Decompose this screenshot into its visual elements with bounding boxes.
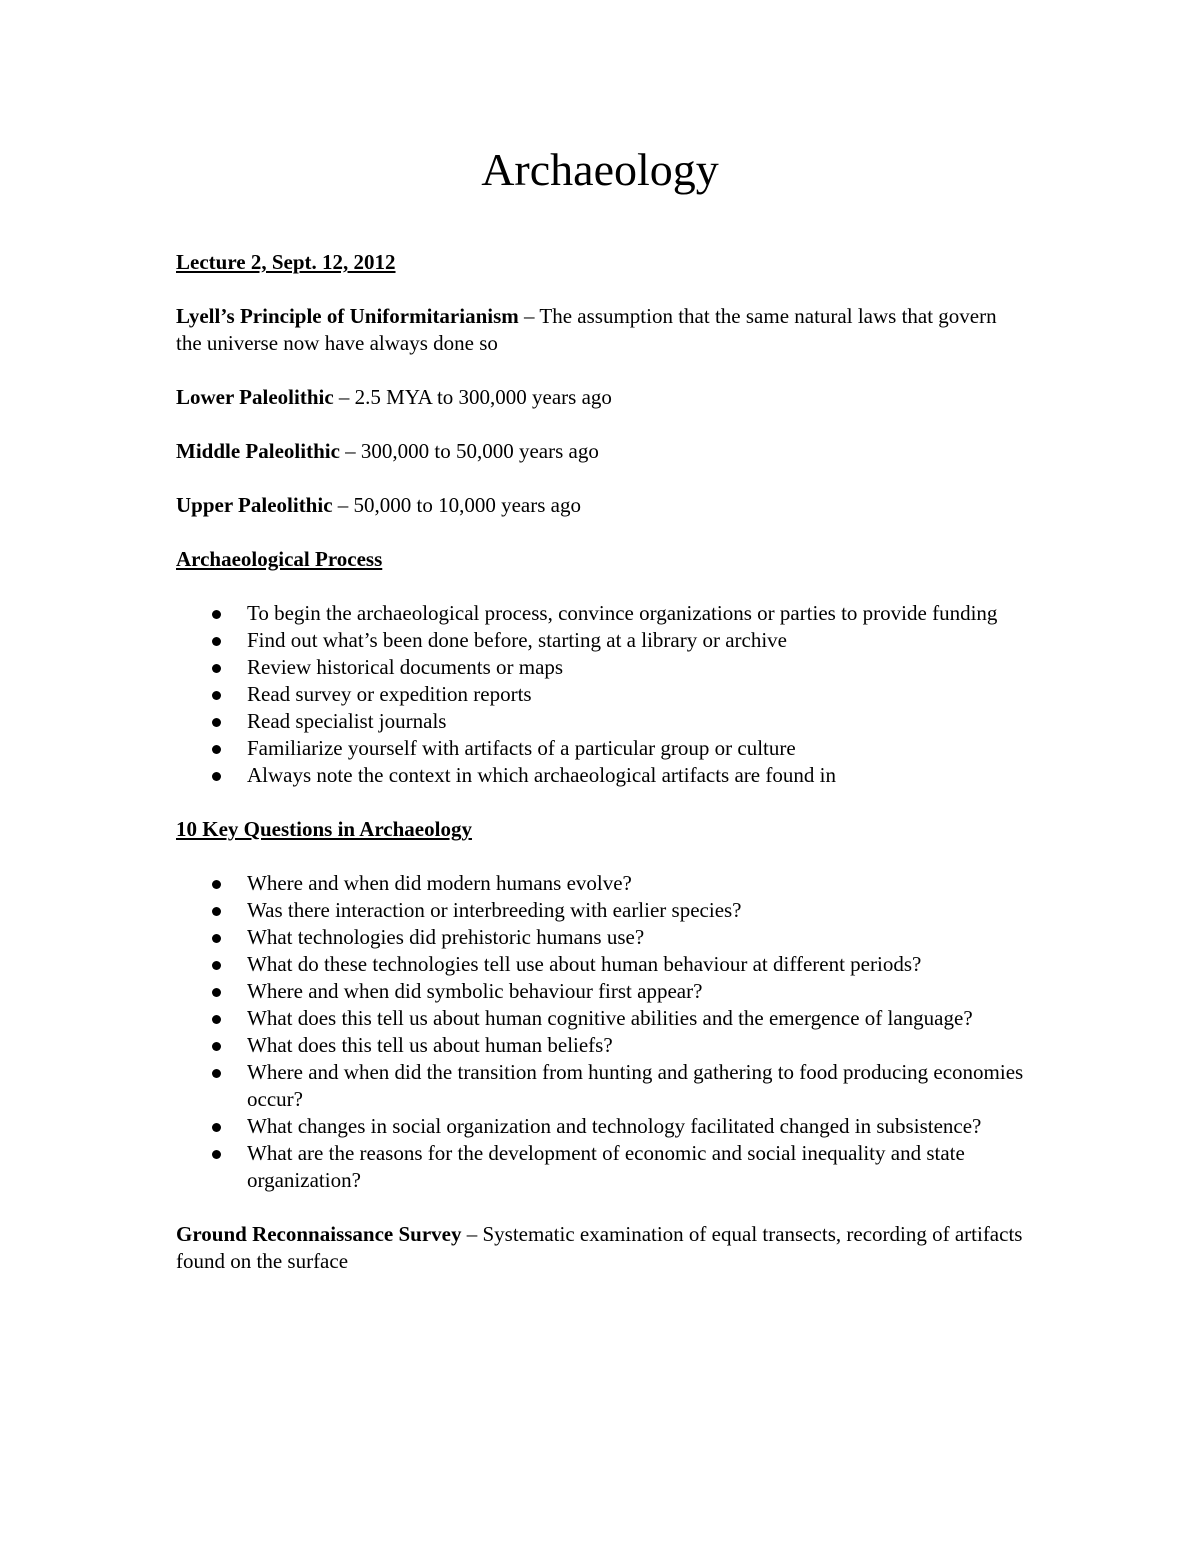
bullet-icon [212, 1150, 221, 1159]
definition-term: Lower Paleolithic [176, 385, 334, 409]
list-item-text: Was there interaction or interbreeding with earlier species? [247, 898, 742, 922]
list-item [176, 600, 1026, 627]
list-item [176, 951, 1026, 978]
document-body [176, 249, 1026, 1302]
list-item-text: Familiarize yourself with artifacts of a particular group or culture [247, 736, 796, 760]
lecture-heading: Lecture 2, Sept. 12, 2012 [176, 250, 396, 274]
list-item-text: What are the reasons for the development of economic and social inequality and state organization? [247, 1141, 965, 1192]
definition-lower-paleolithic [176, 384, 1026, 411]
bullet-icon [212, 637, 221, 646]
definition-separator: – [333, 385, 355, 409]
definition-text: Systematic examination of equal transects, recording of artifacts found on the surface [176, 1222, 1023, 1273]
bullet-icon [212, 907, 221, 916]
bullet-icon [212, 961, 221, 970]
definition-term: Ground Reconnaissance Survey [176, 1222, 462, 1246]
list-item [176, 654, 1026, 681]
list-item-text: Read survey or expedition reports [247, 682, 532, 706]
definition-term: Upper Paleolithic [176, 493, 333, 517]
bullet-icon [212, 1123, 221, 1132]
bullet-icon [212, 1042, 221, 1051]
bullet-icon [212, 691, 221, 700]
bullet-icon [212, 1015, 221, 1024]
definition-separator: – [518, 304, 540, 328]
list-item [176, 627, 1026, 654]
definition-uniformitarianism [176, 303, 1026, 357]
list-item-text: Where and when did the transition from hunting and gathering to food producing economies occur? [247, 1060, 1024, 1111]
list-item [176, 762, 1026, 789]
list-item [176, 1005, 1026, 1032]
list-item-text: Find out what’s been done before, starting at a library or archive [247, 628, 787, 652]
definition-ground-reconnaissance [176, 1221, 1026, 1275]
list-item-text: To begin the archaeological process, convince organizations or parties to provide funding [247, 601, 998, 625]
list-item-text: Where and when did symbolic behaviour first appear? [247, 979, 703, 1003]
definition-term: Lyell’s Principle of Uniformitarianism [176, 304, 519, 328]
definition-text: 300,000 to 50,000 years ago [360, 439, 599, 463]
list-item [176, 897, 1026, 924]
bullet-icon [212, 718, 221, 727]
definition-upper-paleolithic [176, 492, 1026, 519]
definition-text: 2.5 MYA to 300,000 years ago [354, 385, 612, 409]
list-item [176, 681, 1026, 708]
definition-text: 50,000 to 10,000 years ago [353, 493, 581, 517]
list-item-text: Always note the context in which archaeological artifacts are found in [247, 763, 836, 787]
bullet-icon [212, 664, 221, 673]
list-item [176, 870, 1026, 897]
bullet-icon [212, 934, 221, 943]
bullet-icon [212, 745, 221, 754]
list-item-text: What does this tell us about human beliefs? [247, 1033, 613, 1057]
list-item [176, 1113, 1026, 1140]
definition-term: Middle Paleolithic [176, 439, 340, 463]
bullet-icon [212, 988, 221, 997]
questions-list [176, 870, 1026, 1194]
list-item [176, 1140, 1026, 1194]
list-item-text: What does this tell us about human cognitive abilities and the emergence of language? [247, 1006, 973, 1030]
definition-middle-paleolithic [176, 438, 1026, 465]
process-list [176, 600, 1026, 789]
list-item [176, 708, 1026, 735]
definition-separator: – [461, 1222, 483, 1246]
list-item [176, 924, 1026, 951]
list-item-text: What do these technologies tell use about human behaviour at different periods? [247, 952, 922, 976]
list-item [176, 1059, 1026, 1113]
list-item-text: What technologies did prehistoric humans use? [247, 925, 645, 949]
questions-heading: 10 Key Questions in Archaeology [176, 817, 472, 841]
definition-separator: – [339, 439, 361, 463]
definition-separator: – [332, 493, 354, 517]
list-item-text: Read specialist journals [247, 709, 447, 733]
bullet-icon [212, 1069, 221, 1078]
bullet-icon [212, 610, 221, 619]
list-item [176, 978, 1026, 1005]
bullet-icon [212, 772, 221, 781]
list-item-text: What changes in social organization and technology facilitated changed in subsistence? [247, 1114, 982, 1138]
document-title: Archaeology [481, 144, 719, 195]
list-item [176, 1032, 1026, 1059]
bullet-icon [212, 880, 221, 889]
list-item-text: Where and when did modern humans evolve? [247, 871, 632, 895]
list-item [176, 735, 1026, 762]
definition-text: The assumption that the same natural laws that govern the universe now have always done so [176, 304, 997, 355]
process-heading: Archaeological Process [176, 547, 383, 571]
list-item-text: Review historical documents or maps [247, 655, 564, 679]
